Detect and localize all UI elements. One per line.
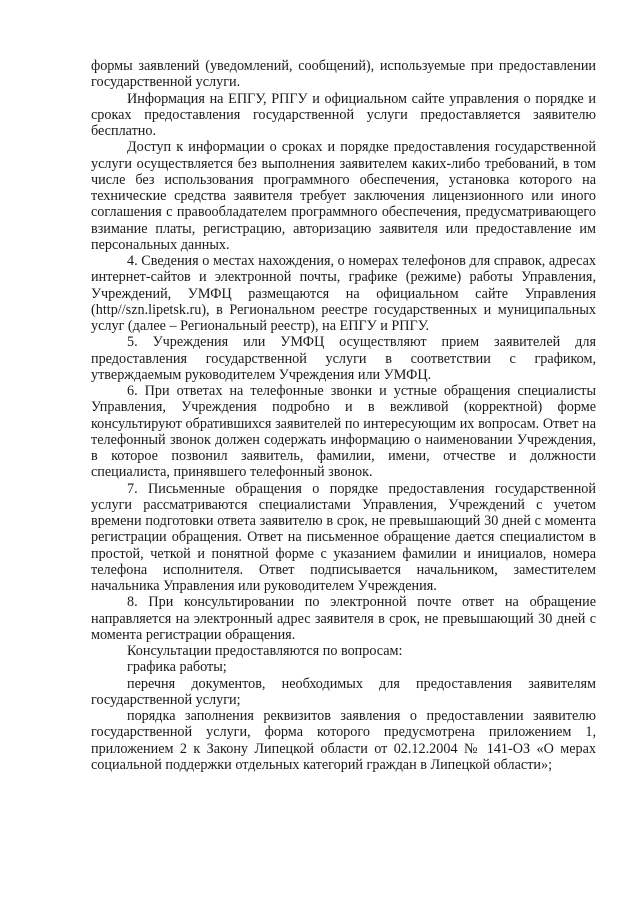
paragraph-item-5-reception: 5. Учреждения или УМФЦ осуществляют прием заявителей для предоставления государственной услуги в соответствии с графиком, утверждаемым руководителем Учреждения или УМФЦ. xyxy=(91,334,596,383)
paragraph-item-8-email: 8. При консультировании по электронной почте ответ на обращение направляется на электронный адрес заявителя в срок, не превышающий 30 дней с момента регистрации обращения. xyxy=(91,594,596,643)
document-page xyxy=(91,58,596,773)
list-item-schedule: графика работы; xyxy=(127,659,227,676)
paragraph-item-7-written-requests: 7. Письменные обращения о порядке предоставления государственной услуги рассматриваются специалистами Управления, Учреждений с учетом времени подготовки ответа заявителю в срок, не превышающий 30 дней с момента регистрации обращения. Ответ на письменное обращение дается специалистом в простой, четкой и понятной форме с указанием фамилии и инициалов, номера телефона исполнителя. Ответ подписывается начальником, заместителем начальника Управления или руководителем Учреждения. xyxy=(91,480,596,594)
paragraph-forms-continuation: формы заявлений (уведомлений, сообщений), используемые при предоставлении государственной услуги. xyxy=(91,58,596,91)
paragraph-item-4-locations: 4. Сведения о местах нахождения, о номерах телефонов для справок, адресах интернет-сайтов и электронной почты, графике (режиме) работы Управления, Учреждений, УМФЦ размещаются на официальном сайте Управления (http//szn.lipetsk.ru), в Региональном реестре государственных и муниципальных услуг (далее – Региональный реестр), на ЕПГУ и РПГУ. xyxy=(91,253,596,334)
list-item-application-form: порядка заполнения реквизитов заявления о предоставлении заявителю государственной услуги, форма которого предусмотрена приложением 1, приложением 2 к Закону Липецкой области от 02.12.2004 № 141-ОЗ «О мерах социальной поддержки отдельных категорий граждан в Липецкой области»; xyxy=(91,708,596,773)
paragraph-free-information: Информация на ЕПГУ, РПГУ и официальном сайте управления о порядке и сроках предоставления государственной услуги предоставляется заявителю бесплатно. xyxy=(91,90,596,139)
paragraph-item-6-phone-calls: 6. При ответах на телефонные звонки и устные обращения специалисты Управления, Учреждения подробно и в вежливой (корректной) форме консультируют обратившихся заявителей по интересующим их вопросам. Ответ на телефонный звонок должен содержать информацию о наименовании Учреждения, в которое позвонил заявитель, фамилии, имени, отчестве и должности специалиста, принявшего телефонный звонок. xyxy=(91,383,596,481)
list-item-documents: перечня документов, необходимых для предоставления заявителям государственной услуги; xyxy=(91,675,596,708)
paragraph-access-to-information: Доступ к информации о сроках и порядке предоставления государственной услуги осуществляется без выполнения заявителем каких-либо требований, в том числе без использования программного обеспечения, установка которого на технические средства заявителя требует заключения лицензионного или иного соглашения с правообладателем программного обеспечения, предусматривающего взимание платы, регистрацию, авторизацию заявителя или предоставление им персональных данных. xyxy=(91,139,596,253)
paragraph-consultation-topics: Консультации предоставляются по вопросам: xyxy=(127,643,403,659)
